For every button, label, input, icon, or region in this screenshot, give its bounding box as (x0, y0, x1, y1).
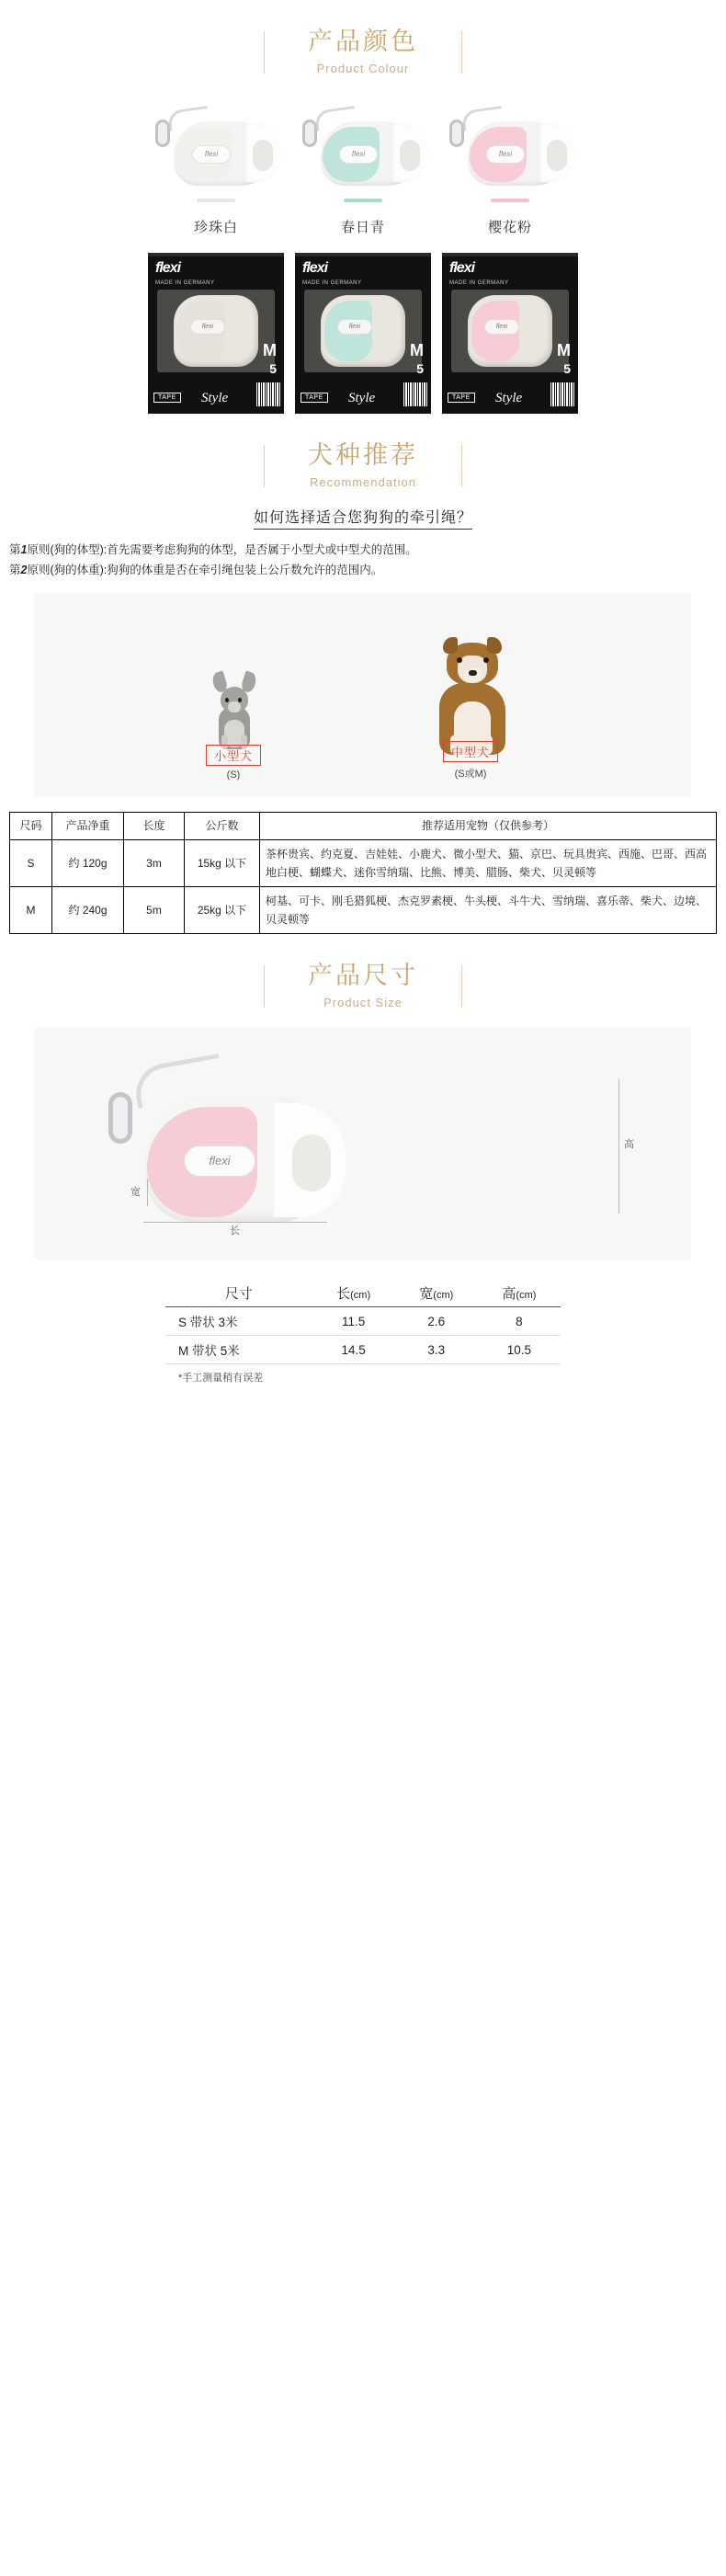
medium-dog-tag: 中型犬 (443, 741, 498, 762)
leash-logo: flexi (486, 145, 525, 164)
recommendation-question-text: 如何选择适合您狗狗的牵引绳？ (254, 510, 472, 530)
package-row (0, 236, 726, 414)
rule-text: 原则(狗的体重):狗狗的体重是否在牵引绳包装上公斤数允许的范围内。 (27, 564, 383, 576)
package-tape-badge: TAPE (448, 393, 475, 403)
cell-width: 2.6 (395, 1307, 478, 1336)
colour-swatch (344, 199, 382, 202)
small-dog-label (187, 745, 279, 781)
table-row (165, 1307, 561, 1336)
package-brand: flexi (155, 260, 181, 276)
cell-length: 14.5 (312, 1336, 395, 1364)
package-product-logo: flexi (484, 319, 519, 335)
table-row (165, 1336, 561, 1364)
cell-pets: 柯基、可卡、刚毛猎狐梗、杰克罗素梗、牛头梗、斗牛犬、雪纳瑞、喜乐蒂、柴犬、边境、贝灵顿等 (260, 887, 717, 934)
colour-name: 春日青 (340, 220, 385, 235)
cell-length: 5m (124, 887, 185, 934)
rule-prefix: 第 (9, 564, 21, 576)
package-tape-badge: TAPE (301, 393, 328, 403)
table-header-row (165, 1280, 561, 1307)
col-header-code: 尺码 (10, 813, 52, 840)
cell-size-name: S 带状 3米 (165, 1307, 312, 1336)
package-size-letter: M (410, 341, 424, 359)
leash-grip (253, 140, 273, 171)
heading-rule-wrap (251, 960, 475, 1009)
height-dimension-line (618, 1079, 619, 1214)
medium-dog-label (425, 741, 516, 781)
section-title-zh: 犬种推荐 (308, 441, 418, 469)
medium-dog-size: (S或M) (454, 769, 487, 780)
col-header-length: 长度 (124, 813, 185, 840)
rule-number: 2 (20, 564, 28, 576)
package-top-strip (295, 253, 431, 256)
package-size-letter: M (263, 341, 277, 359)
barcode-icon (403, 382, 427, 406)
leash-logo: flexi (339, 145, 378, 164)
package-made-in: MADE IN GERMANY (302, 280, 362, 286)
dog-ear-right (487, 637, 502, 654)
col-header-kg: 公斤数 (185, 813, 260, 840)
cell-size-name: M 带状 5米 (165, 1336, 312, 1364)
cell-height: 8 (478, 1307, 561, 1336)
width-dimension-line (147, 1179, 148, 1206)
package-pearl-white (148, 253, 284, 414)
product-size-illustration (99, 1055, 347, 1230)
cell-length: 3m (124, 840, 185, 887)
rule-text: 原则(狗的体型):首先需要考虑狗狗的体型，是否属于小型犬或中型犬的范围。 (27, 543, 417, 556)
leash-image-sakura-pink (442, 99, 578, 189)
section-header-colour (0, 0, 726, 83)
col-header-height: 高(cm) (478, 1280, 561, 1307)
dog-eye-right (483, 657, 489, 663)
cell-code: S (10, 840, 52, 887)
leash-image-spring-green (295, 99, 431, 189)
barcode-icon (550, 382, 574, 406)
package-top-strip (148, 253, 284, 256)
colour-variant-pearl-white[interactable] (148, 99, 284, 236)
package-brand: flexi (449, 260, 475, 276)
small-dog-tag: 小型犬 (206, 745, 261, 766)
package-style-label: Style (495, 391, 523, 405)
col-header-pets: 推荐适用宠物（仅供参考） (260, 813, 717, 840)
cell-weight: 约 240g (52, 887, 124, 934)
section-title-en: Product Size (323, 996, 403, 1009)
measurement-note: *手工测量稍有误差 (178, 1373, 264, 1384)
package-length: 5 (416, 361, 424, 376)
dog-ear-right (240, 670, 258, 693)
colour-name: 珍珠白 (193, 220, 238, 235)
package-product-logo: flexi (337, 319, 372, 335)
dog-snout (228, 701, 241, 712)
heading-rule-wrap (251, 26, 475, 75)
recommendation-question (0, 496, 726, 534)
package-style-label: Style (348, 391, 376, 405)
section-title-zh: 产品尺寸 (308, 962, 418, 989)
recommendation-rules (0, 534, 726, 584)
col-header-weight: 产品净重 (52, 813, 124, 840)
length-dimension-label: 长 (230, 1225, 240, 1237)
colour-swatch (197, 199, 235, 202)
colour-swatch (491, 199, 529, 202)
package-size-letter: M (557, 341, 571, 359)
col-header-width: 宽(cm) (395, 1280, 478, 1307)
medium-dog-illustration (415, 637, 526, 755)
leash-clip-icon (108, 1092, 132, 1144)
package-tape-badge: TAPE (153, 393, 181, 403)
package-length: 5 (269, 361, 277, 376)
rule-number: 1 (20, 543, 28, 556)
package-length: 5 (563, 361, 571, 376)
package-style-label: Style (201, 391, 229, 405)
barcode-icon (256, 382, 280, 406)
table-row (10, 887, 717, 934)
col-header-size: 尺寸 (165, 1280, 312, 1307)
small-dog-size: (S) (226, 769, 241, 781)
colour-variant-sakura-pink[interactable] (442, 99, 578, 236)
leash-logo: flexi (192, 145, 231, 164)
package-made-in: MADE IN GERMANY (449, 280, 509, 286)
section-header-size (0, 934, 726, 1017)
cell-kg: 25kg 以下 (185, 887, 260, 934)
cell-height: 10.5 (478, 1336, 561, 1364)
dog-comparison-image (35, 593, 691, 797)
leash-clip-icon (302, 120, 317, 147)
size-table (165, 1280, 561, 1364)
cell-length: 11.5 (312, 1307, 395, 1336)
table-row (10, 840, 717, 887)
package-top-strip (442, 253, 578, 256)
size-diagram (35, 1028, 691, 1260)
dog-eye-left (457, 657, 462, 663)
package-brand: flexi (302, 260, 328, 276)
colour-variant-spring-green[interactable] (295, 99, 431, 236)
leash-grip (292, 1134, 331, 1191)
leash-grip (400, 140, 420, 171)
section-title-en: Recommendation (310, 475, 416, 489)
small-dog-illustration (206, 670, 263, 749)
dog-eye-left (225, 698, 229, 702)
rule-item-1 (9, 540, 717, 560)
rule-prefix: 第 (9, 543, 21, 556)
leash-clip-icon (449, 120, 464, 147)
section-title-en: Product Colour (316, 62, 410, 75)
col-header-length: 长(cm) (312, 1280, 395, 1307)
leash-clip-icon (155, 120, 170, 147)
height-dimension-label: 高 (624, 1139, 634, 1150)
width-dimension-label: 宽 (130, 1187, 141, 1198)
table-header-row (10, 813, 717, 840)
dog-nose (469, 670, 477, 676)
section-header-recommendation (0, 414, 726, 496)
leash-logo: flexi (184, 1146, 255, 1177)
cell-weight: 约 120g (52, 840, 124, 887)
cell-width: 3.3 (395, 1336, 478, 1364)
dog-eye-right (238, 698, 242, 702)
package-product-logo: flexi (190, 319, 225, 335)
package-sakura-pink (442, 253, 578, 414)
colour-variant-row (0, 83, 726, 236)
package-spring-green (295, 253, 431, 414)
leash-image-pearl-white (148, 99, 284, 189)
heading-rule-wrap (251, 439, 475, 489)
section-title-zh: 产品颜色 (308, 28, 418, 55)
leash-grip (547, 140, 567, 171)
package-made-in: MADE IN GERMANY (155, 280, 215, 286)
rule-item-2 (9, 560, 717, 580)
dog-ear-left (443, 637, 458, 654)
spec-table (9, 812, 717, 934)
colour-name: 樱花粉 (487, 220, 532, 235)
cell-kg: 15kg 以下 (185, 840, 260, 887)
cell-code: M (10, 887, 52, 934)
cell-pets: 茶杯贵宾、约克夏、吉娃娃、小鹿犬、微小型犬、猫、京巴、玩具贵宾、西施、巴哥、西高地白梗、蝴蝶犬、迷你雪纳瑞、比熊、博美、腊肠、柴犬、贝灵顿等 (260, 840, 717, 887)
